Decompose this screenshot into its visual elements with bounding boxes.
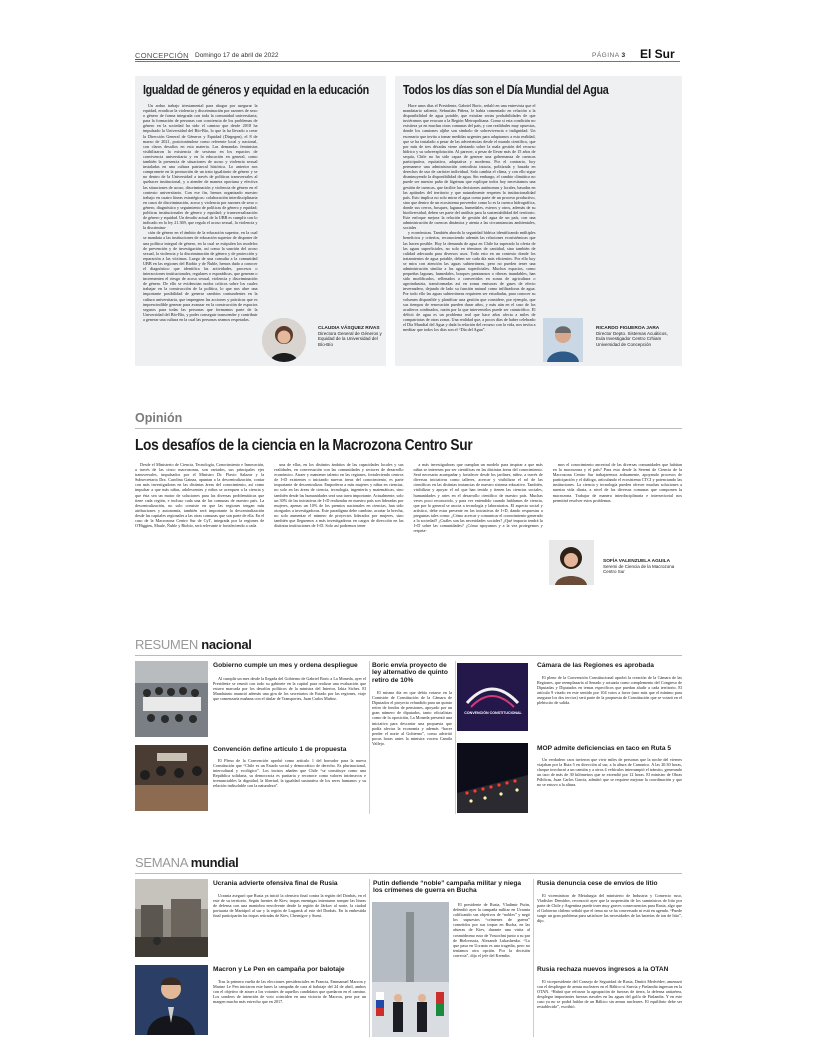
news-headline[interactable]: Ucrania advierte ofensiva final de Rusia <box>213 880 338 887</box>
opinion-label: Opinión <box>135 411 183 425</box>
highway-night-photo-icon <box>457 743 528 813</box>
news-body: El presidente de Rusia, Vladimir Putin, defendió ayer la campaña militar en Ucrania calificando sus objetivos de “nobles” y negó los supuestos “crímenes de guerra” cometidos por sus tropas en Bucha, en las afueras de Kiev, durante una visita al cosmódromo ruso de Vostochni junto a su par de Bielorrusia, Alexandr Lukashenko. “Lo que pasa en Ucrania es una tragedia, pero no teníamos otra opción. Por la decisión correcta”, dijo el jefe del Kremlin. <box>453 902 530 958</box>
news-headline[interactable]: MOP admite deficiencias en taco en Ruta 5 <box>537 745 671 752</box>
news-body: El pleno de la Convención Constitucional aprobó la creación de la Cámara de las Regiones, que reemplazaría al Senado y actuaría como complemento del Congreso de Diputadas y Diputados en temas específicos que puedan aludir a cada territorio. El artículo 9 visado en este sentido por 104 votos a favor (uno más que el mínimo para asegurar los dos tercios) será parte de la propuesta de Constitución que se votará en el plebiscito de salida. <box>537 675 682 706</box>
politician-photo-icon <box>135 965 208 1035</box>
convention-logo-icon <box>457 663 528 731</box>
resumen-label-strong: nacional <box>201 637 252 652</box>
gender-column-body <box>143 103 380 360</box>
semana-label-strong: mundial <box>190 855 239 870</box>
opinion-text-col-1: Desde el Ministerio de Ciencia, Tecnología, Conocimiento e Innovación, a través de las cinco macrozonas, son variados, sus principales ejes transversales, impulsados por el Ministro Dr. Flavio Salazar y la Subsecretaria Dra. Carolina Gainza, apuntan a la descentralización, contar con más investigadoras en las distintas áreas del conocimiento, así como impulsar a que más niñas, adolescentes y niños se acerquen a la ciencia y que ésta sea un motor de soluciones para las diversas problemáticas que tiene cada región, e incluso cada una de las comunas de nuestro país. La descentralización, no solo consiste en que las regiones tengan más atribuciones y autonomía, también será importante la descentralización desde las capitales regionales a las otras comunas que son parte de ella. En el caso de la Macrozona Centro Sur de CyT, integrada por la regiones de O'Higgins, Maule, Ñuble y Biobío, será relevante ir fortaleciendo a cada <box>135 462 265 529</box>
news-headline[interactable]: Cámara de las Regiones es aprobada <box>537 662 654 669</box>
opinion-author <box>603 559 682 575</box>
opinion-text-col-3: a más investigadoras que cumplan un modelo para inspirar a que más niñas se interesen por ser científicas en las distintas áreas del conocimiento. Será necesario acompañar y fortalecer desde los jardines, niñez, a través de diversas iniciativas como talleres, acercar y visibilizar el rol de las científicas en las distintas instancias de nuestro sistema educativo. También, visibilizar y apoyar el rol que han tenido y tienen las ciencias sociales, humanidades y artes en el desarrollo científico de nuestro país. Muchas veces poco reconocido, y para ver entendido cuando hablamos de ciencia, que por lo general se asocia a tecnología y laboratorios. El aspecto social y artístico, debe estar presente en las iniciativas de I+D, dando respuestas a preguntas tales como: ¿Cómo acercar y comunicar el conocimiento generado a la sociedad? ¿Cuáles son las necesidades sociales? ¿Qué impacto tendrá la I+D sobre las comunidades? ¿Cómo apoyamos y a la vez protegemos y respeta- <box>413 462 543 534</box>
news-body: El Pleno de la Convención aprobó como artículo 1 del borrador para la nueva Constitución que “Chile es un Estado social y democrático de derecho. Es plurinacional, intercultural y ecológico”. Los incisos añaden que Chile “se constituye como una República solidaria, su democracia es paritaria y reconoce como valores intrínsecos e irrenunciables la dignidad, la libertad, la igualdad sustantiva de los seres humanos y su relación indisoluble con la naturaleza”. <box>213 758 366 789</box>
opinion-title: Los desafíos de la ciencia en la Macrozona Centro Sur <box>135 437 473 454</box>
news-photo <box>135 661 208 737</box>
author-role: Director Depto. Sistemas Acuáticos, Eula Investigador Centro Crhiam Universidad de Concepción <box>596 331 668 347</box>
column-divider <box>533 879 534 1037</box>
author-role: Seremi de Ciencia de la Macrozona Centro Sur <box>603 564 675 575</box>
semana-label: SEMANA <box>135 855 188 870</box>
news-photo <box>457 743 528 813</box>
gender-author <box>318 326 382 347</box>
water-column-body <box>403 103 676 360</box>
page-number <box>592 52 626 59</box>
news-body: El viceministro de Metalurgia del ministerio de Industria y Comercio ruso, Vladislav Demídov, reconoció ayer que la suspensión de los suministros de litio por parte de Chile y Argentina puede traer muy graves consecuencias para Rusia, algo que el Gobierno chileno señaló que el tema no se ha conversado ni está en agenda. “Puede surgir un gran problema para satisfacer las necesidades de las baterías de ion de litio”, dijo. <box>537 893 682 924</box>
assembly-photo-icon <box>135 745 208 811</box>
gender-column-text-2: ción de género en el ámbito de la educación superior, en la cual se mandata a las instituciones de educación superior de disponer de una política integral de género, en la cual se estipulen los modelos de prevención y de investigación, así como la sanción del acoso sexual, la violencia y la discriminación de género y de protección y reparación a las víctimas. Luego de una consulta a la comunidad UBB en las regiones del Biobío y de Ñuble, hemos dado a conocer el diagnóstico que identifica las actividades, procesos o interacciones institucionales, regulares o esporádicas, que generan o incrementen el riesgo de acoso sexual, violencia y discriminación de género. De ello se evidencian nodos críticos sobre los cuales trabajar en la construcción de la política, lo que nos abre una importante posibilidad de generar cambios contundentes en la cultura universitaria, que impregnen las acciones y prácticas que es imprescindible generar para avanzar en la construcción de espacios seguros para todas las personas que formamos parte de la Universidad del Bío-Bío, y poder conseguir transcender y contribuir a generar una cultura en la cual las personas seamos respetadas. <box>143 230 258 322</box>
news-body: El mismo día en que debía votarse en la Comisión de Constitución de la Cámara de Diputados el proyecto refundido para un quinto retiro de fondos de pensiones, apoyado por un gran número de diputados, tanto oficialistas como de la oposición, La Moneda presentó una iniciativa para descartar una propuesta que podía afectar la economía y además “hacer perder el norte al Gobierno”, como advirtió pocas horas antes la ministra vocera Camila Vallejo. <box>372 690 452 746</box>
news-body: Un verdadero caos tuvieron que vivir miles de personas que la noche del viernes viajaban por la Ruta 5 en dirección al sur, a la altura de Camarico. A las 20.30 horas, choque involucró a un camión y a otros 4 vehículos interrumpió el tránsito, generando un taco de más de 30 kilómetros que se extendió por 12 horas. El ministro de Obras Públicas, Juan Carlos García, admitió que se requiere mejorar la coordinación y que no se estuvo a la altura. <box>537 757 682 788</box>
semana-heading <box>135 855 238 870</box>
meeting-photo-icon <box>135 661 208 737</box>
news-headline[interactable]: Rusia denuncia cese de envíos de litio <box>537 880 658 887</box>
news-photo <box>135 965 208 1035</box>
news-body: Ucrania aseguró que Rusia ya inició la ofensiva final contra la región del Donbás, en el este de su territorio. Según fuentes de Kiev, tropas enemigas intentaron romper las líneas de defensa con una maniobra envolvente desde la región de Járkov al norte, la ciudad portuaria de Mariúpol al sur y la región de Lugansk al este del Donbás. En la embestida final participarán las tropas retiradas de Kiev, Chernígov y Sumi. <box>213 893 366 919</box>
opinion-body <box>135 462 682 582</box>
page-number-value: 3 <box>621 52 626 59</box>
author-photo-icon <box>549 540 594 585</box>
resumen-divider <box>135 655 682 656</box>
war-damage-photo-icon <box>135 879 208 957</box>
water-column-text-2: y económicas. También aborda la seguridad hídrica identificando múltiples beneficios y criterios, reconociendo además las relaciones ecosistémicas que las hacen posible. Hoy la demanda de agua en Chile ha superado la oferta de las aguas superficiales, no solo en términos de cantidad, sino también de calidad adecuada para diversos usos. Todo esto en un contexto donde los tratamientos de agua potable, deben ser cada día más eficientes. Por ello hoy se mira con atención las aguas subterráneas, pero no pueden tener una administración similar a las aguas superficiales. Muchos espacios, como pequeñas lagunas, humedales, bosques pantanosos o riberas inundables, han sido modificados, rellenados o convertidos en zonas de agricultura o agroindustria, transformadas así en zonas emisoras de gases de efecto invernadero, dejando de lado su función natural como infiltradoras de agua. Por todo ello las aguas subterráneas requieren ser estudiadas, para conocer su volumen disponible y planificar una gestión que considere, por ejemplo, que sus tiempos de renovación pueden durar años, y más aún en el caso de los acuíferos confinados, razón por la que intervenirlos puede ser catastrófico. El déficit de agua es un problema real que hace años afecta a miles de compatriotas de otras zonas. Una realidad que, a pocos días de haber celebrado el Día Mundial del Agua y dada la relación del recurso con la vida, nos invita a meditar que todos los días son el “Día del Agua”. <box>403 230 536 333</box>
author-photo-icon <box>262 318 306 362</box>
news-body: El vicepresidente del Consejo de Seguridad de Rusia, Dmitri Medvédev, amenazó con el despliegue de armas nucleares en el Báltico si Suecia y Finlandia ingresan en la OTAN. “Habrá que reforzar la agrupación de fuerzas de tierra, la defensa antiaérea, desplegar importantes fuerzas navales en las aguas del golfo de Finlandia. Y en este caso ya no se podrá hablar de un Báltico sin armas nucleares. El equilibrio debe ser restablecido”, escribió. <box>537 979 682 1010</box>
page-label: PÁGINA <box>592 52 620 59</box>
news-headline[interactable]: Macron y Le Pen en campaña por balotaje <box>213 966 345 973</box>
section-name[interactable]: CONCEPCIÓN <box>135 51 189 60</box>
semana-divider <box>135 873 682 874</box>
column-divider <box>369 661 370 814</box>
issue-date: Domingo 17 de abril de 2022 <box>195 52 279 59</box>
news-body: Al cumplir un mes desde la llegada del Gobierno de Gabriel Boric a La Moneda, ayer el Presidente se reunió con todo su gabinete en la capital para realizar una evaluación que estuvo marcada por los desafíos políticos de la ministra del Interior, Izkia Siches. El Mandatario anunció además una gira de los secretarios de Estado por las regiones, viaje que comenzaría mañana con el titular de Transportes, Juan Carlos Muñoz. <box>213 676 366 702</box>
news-photo <box>135 745 208 811</box>
column-divider <box>369 879 370 1037</box>
water-column-title: Todos los días son el Día Mundial del Agua <box>403 83 609 97</box>
news-headline[interactable]: Gobierno cumple un mes y ordena despliegue <box>213 662 358 669</box>
summit-photo-icon <box>372 902 449 1037</box>
opinion-text-col-4: mos el conocimiento ancestral de las diversas comunidades que habitan en la macrozona y el país? Para esto desde la Seremi de Ciencia de la Macrozona Centro Sur trabajaremos arduamente, apoyando procesos de participación y el diálogo, articulando el ecosistema CTCI y potenciando las instituciones. La ciencia y tecnología pueden ofrecer muchas soluciones a nuestra vida diaria, a nivel de las diversas comunas que componen la macrozona. Trabajar de manera interdisciplinaria e intersectorial nos permitirá resolver estos problemas. <box>552 462 682 503</box>
page-masthead <box>135 48 680 62</box>
news-photo <box>135 879 208 957</box>
gender-column-title: Igualdad de géneros y equidad en la educación <box>143 83 369 97</box>
author-photo <box>543 318 583 362</box>
news-headline[interactable]: Boric envía proyecto de ley alternativo de quinto retiro de 10% <box>372 662 448 684</box>
author-name: SOFÍA VALENZUELA AGUILA <box>603 559 671 564</box>
water-column-text: Hace unos días el Presidente, Gabriel Boric, señaló en una entrevista que el mandatario saliente, Sebastián Piñera, le había comentado en relación a la disponibilidad de agua potable, que existían serias probabilidades de que tuviéramos que evacuar a la Región Metropolitana. Como si esta condición no existiera ya en muchas otras comunas del país, y con realidades muy opuestas, donde los camiones aljibe son símbolo de sobrevivencia e indignidad. Un escenario que invita a tomar medidas urgentes para adaptarnos a esta realidad, que se ha instalado a pesar de las advertencias desde el mundo científico, que por más de tres décadas viene alertando sobre la mala gestión del recurso hídrico y su sobreexplotación. Al parecer, a pesar de llevar más de 15 años de sequía, Chile no ha sido capaz de generar una gobernanza de cuencas participativa, equitativa, adaptativa y moderna. Por el contrario, hoy permanece una administración centralista intacta, politizada y basada en derechos de uso de carácter individual. Solo cambia el clima, y con ello sigue disminuyendo la disponibilidad de agua. Sin embargo, el cambio climático no puede ser nuestro paño de lágrimas que explique todos hoy necesitamos una gestión de cuencas, que facilite las decisiones autónomas y locales, basadas en las aptitudes del territorio y que naturalmente respeten la institucionalidad país. Esto implica no solo mirar el agua como parte de un proceso productivo, sino que dentro de un ecosistema proveedor como lo es la cuenca hidrográfica, donde sus cerros, bosques, lagunas, humedales, esteros y otros, además de su biodiversidad, deben ser parte del análisis para la sustentabilidad del territorio. Este enfoque mejora la relación de gestión del agua de un país, con una administración de cuencas dinámica y atenta a las circunstancias ambientales, sociales <box>403 103 536 231</box>
news-headline[interactable]: Rusia rechaza nuevos ingresos a la OTAN <box>537 966 669 973</box>
opinion-divider <box>135 428 682 429</box>
column-divider <box>455 661 456 814</box>
author-name: RICARDO FIGUEROA JARA <box>596 326 660 331</box>
news-photo <box>372 902 449 1037</box>
resumen-heading <box>135 637 252 652</box>
brand-logo[interactable]: El Sur <box>640 47 675 61</box>
news-body: Tras la primera vuelta de las elecciones presidenciales en Francia, Emmanuel Macron y Marine Le Pen iniciaron este lunes la campaña de cara al balotaje del 24 de abril, ambos con el objetivo de atraer a los votantes de aquellos candidatos que quedaron en el camino. Los sondeos de intención de voto coinciden en una victoria de Macron, pero por un margen mucho más estrecho que en 2017. <box>213 979 366 1005</box>
news-headline[interactable]: Putin defiende “noble” campaña militar y niega los crímenes de guerra en Bucha <box>373 880 522 895</box>
water-author <box>596 326 678 347</box>
news-photo <box>457 663 528 731</box>
author-photo-icon <box>543 318 583 362</box>
opinion-text-col-2: una de ellas, en los distintos ámbitos de las capacidades locales y sus realidades, en conversación con las comunidades y sectores de desarrollo económico. Atraer y mantener talento en las regiones, fortaleciendo centros de I+D existentes o iniciando nuevas áreas del conocimiento, es parte importante de descentralizar. Empoderar a más mujeres y niñas en ciencias, no solo en las áreas de ciencia, tecnología, ingeniería y matemáticas, sino también desde las humanidades será una tarea importante. Actualmente, solo un 30% de las iniciativas de I+D realizadas en nuestro país son lideradas por mujeres, apenas un 10% de los premios nacionales en ciencias, han sido otorgados a investigadoras. Este paradigma debe cambiar, acortar la brecha, no solo aumentar el número de proyectos liderados por mujeres, sino también que lleguemos a más investigadoras en cargos de dirección en las distintas instituciones de I+D. Solo así podremos tener <box>274 462 404 529</box>
gender-column-text: Un arduo trabajo triestamental para abogar por asegurar la equidad, erradicar la violencia y discriminación por razones de sexo o género de forma integrada con toda la comunidad universitaria, para la formación de personas con conciencia de los problemas de género en la sociedad ha sido el camino que desde 2018 ha impulsado la Universidad del Bío-Bío, lo que la ha llevado a crear la Dirección General de Géneros y Equidad (Dirgegen), el 8 de marzo de 2021, posicionándose como referente local y nacional, con claros desafíos en esta materia. Las demandas feministas visibilizaron la existencia de sexismo en los espacios de convivencia universitaria y en la educación en general, como también la presencia de situaciones de acoso y violencia sexual instaladas en una cultura patriarcal histórica. Lo anterior nos compromete en la promoción de un trato igualitario de género y se no dentro de la Universidad a través de políticas transversales al quehacer institucional, y a atender de manera oportuna y efectiva las situaciones de acoso, discriminación y violencia de género en el contexto universitario. Con ese fin, hemos organizado nuestro trabajo en cuatro líneas estratégicas: colaboración interdisciplinaria en casos de discriminación, acoso y violencia por razones de sexo o género, diagnóstico y seguimiento de políticas de género y equidad; políticas institucionales de género y equidad; y transversalización de género y equidad. Un desafío actual de la UBB es cumplir con lo indicado en la ley 21.369, que regula el acoso sexual, la violencia y la discrimina- <box>143 103 258 231</box>
news-headline[interactable]: Convención define artículo 1 de propuesta <box>213 746 347 753</box>
resumen-label: RESUMEN <box>135 637 198 652</box>
convention-logo-text: CONVENCIÓN CONSTITUCIONAL <box>464 711 522 715</box>
author-photo <box>262 318 306 362</box>
author-photo <box>549 540 594 585</box>
author-name: CLAUDIA VÁSQUEZ RIVAS <box>318 326 380 331</box>
author-role: Directora General de Géneros y Equidad de la Universidad del Bío-Bío <box>318 331 382 347</box>
